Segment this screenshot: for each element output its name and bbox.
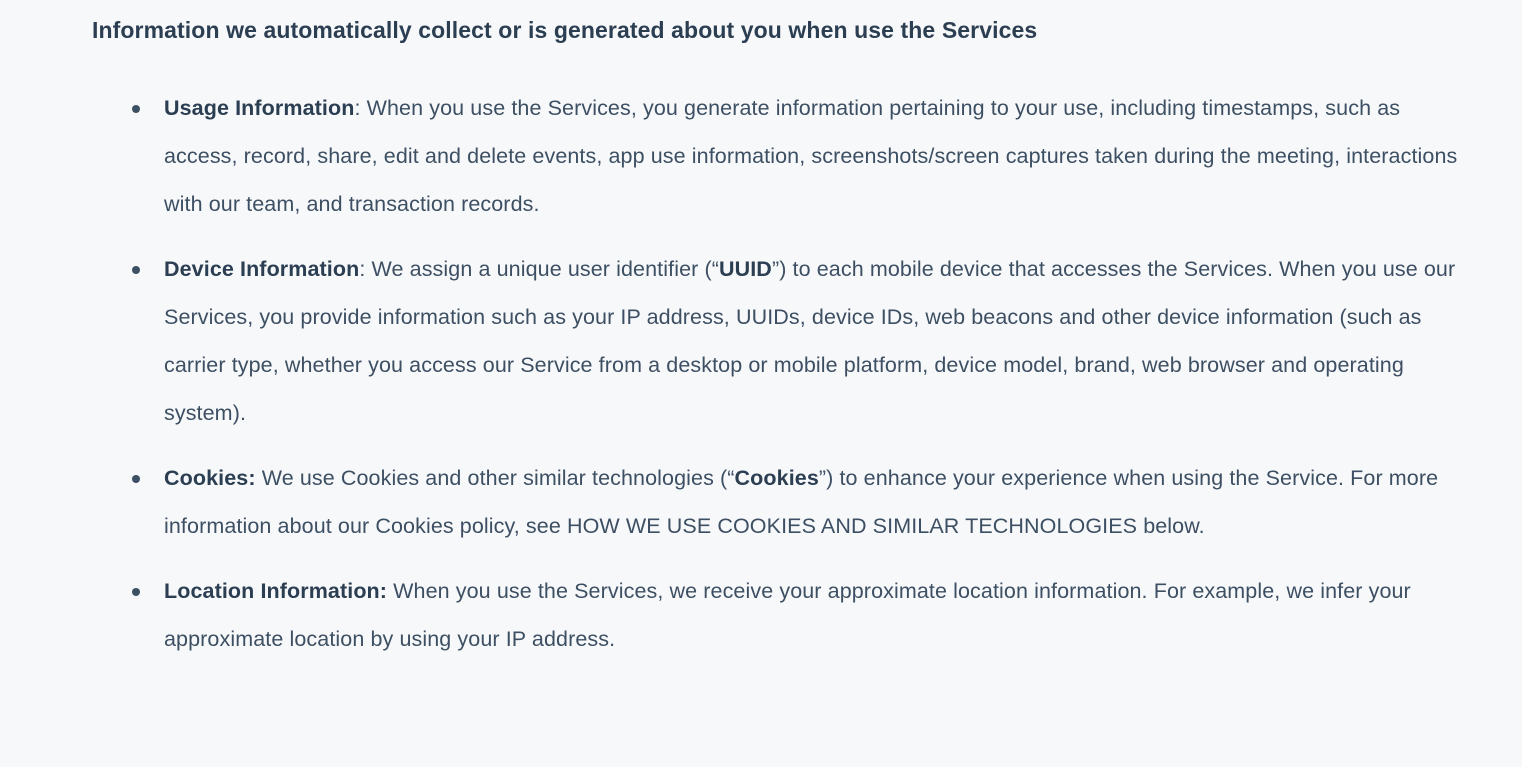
list-item-term: Usage Information bbox=[164, 95, 355, 120]
list-item-inline-strong: UUID bbox=[718, 256, 772, 281]
list-item-term: Location Information: bbox=[164, 578, 388, 603]
list-item-text-before: When you use the Services, you generate information pertaining to your use, including timestamps, such as access, record, share, edit and delete events, app use information, screenshots/screen captures taken during the meeting, interactions with our team, and transaction records. bbox=[164, 95, 1458, 216]
section-heading: Information we automatically collect or is generated about you when use the Services bbox=[92, 17, 1038, 43]
list-item-inline-strong: Cookies bbox=[734, 465, 819, 490]
list-item-text-before: We assign a unique user identifier (“ bbox=[371, 256, 719, 281]
list-item-text-before: When you use the Services, we receive your approximate location information. For example, we infer your approximate location by using your IP address. bbox=[164, 578, 1411, 651]
list-item bbox=[92, 567, 1462, 663]
list-item-text-after: ”) to each mobile device that accesses the Services. When you use our Services, you provide information such as your IP address, UUIDs, device IDs, web beacons and other device information (such as carrier type, whether you access our Service from a desktop or mobile platform, device model, brand, web browser and operating system). bbox=[164, 256, 1456, 425]
list-item-separator: : bbox=[354, 95, 367, 120]
list-item bbox=[92, 84, 1462, 228]
list-item bbox=[92, 454, 1462, 550]
list-item-term: Cookies: bbox=[164, 465, 256, 490]
list-item-term: Device Information bbox=[164, 256, 360, 281]
list-item-text-after: ”) to enhance your experience when using the Service. For more information about our Cookies policy, see HOW WE USE COOKIES AND SIMILAR TECHNOLOGIES below. bbox=[164, 465, 1439, 538]
list-item bbox=[92, 245, 1462, 437]
list-item-separator: : bbox=[359, 256, 372, 281]
collected-information-list bbox=[92, 46, 1462, 663]
list-item-text-before: We use Cookies and other similar technologies (“ bbox=[261, 465, 735, 490]
